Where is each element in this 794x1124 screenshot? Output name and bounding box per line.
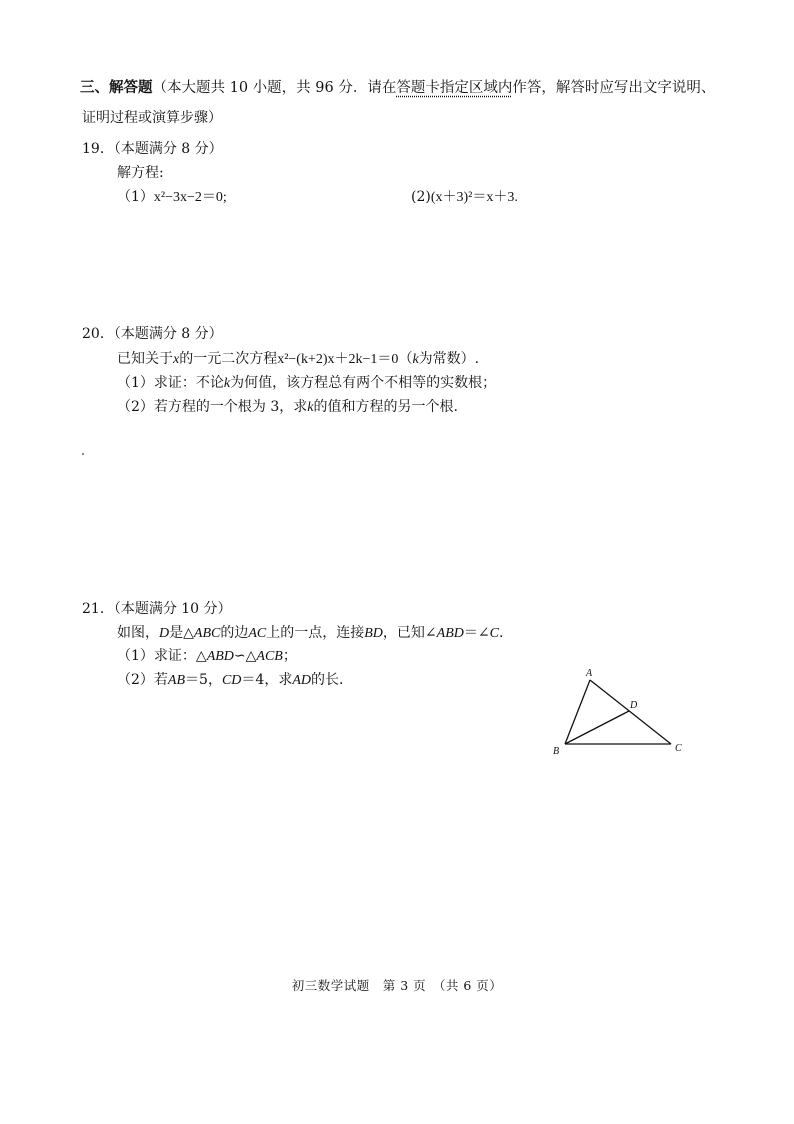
q21-part2-b: ＝5， <box>185 672 222 688</box>
q21-part2-var-CD: CD <box>221 673 242 688</box>
q21-stem-f: ＝∠ <box>463 625 490 641</box>
q21-part2-a: （2）若 <box>117 672 168 688</box>
q20-part1-a: （1）求证：不论 <box>117 375 224 391</box>
q21-stem <box>117 622 503 642</box>
q20-stem-d: 为常数）. <box>418 351 480 367</box>
q20-header: 20．（本题满分 8 分） <box>82 326 223 342</box>
q21-part1-a: （1）求证：△ <box>117 648 207 664</box>
section-desc-a: （本大题共 10 小题，共 96 分．请在 <box>152 80 397 96</box>
section-desc-emph: 答题卡指定区域内 <box>396 80 513 96</box>
q20-part1 <box>117 372 496 392</box>
q21-part1-sim: ∽△ <box>233 648 257 664</box>
q21-var-BD: BD <box>364 626 383 641</box>
q19-part2-equation: (x＋3)²＝x＋3. <box>430 190 518 205</box>
q19-part1-label: （1） <box>117 189 154 205</box>
q21-part1-var-ACB: ACB <box>256 649 283 664</box>
q21-part1-var-ABD: ABD <box>206 649 234 664</box>
scan-speck <box>82 453 84 455</box>
section-desc-b: 作答，解答时应写出文字说明、 <box>512 80 716 96</box>
q21-stem-d: 上的一点，连接 <box>266 625 365 641</box>
q21-part2 <box>117 669 343 689</box>
q21-part1 <box>117 645 297 665</box>
q20-stem-c: （ <box>398 351 413 367</box>
q21-var-AC: AC <box>248 626 267 641</box>
q19-prompt: 解方程: <box>117 165 164 181</box>
page-footer: 初三数学试题 第 3 页 （共 6 页） <box>291 978 503 993</box>
q21-stem-g: . <box>498 625 504 641</box>
q21-header: 21．（本题满分 10 分） <box>82 601 232 617</box>
q21-part2-c: ＝4，求 <box>241 672 293 688</box>
q21-var-ABC: ABC <box>193 626 221 641</box>
section-title: 三、解答题 <box>80 79 153 96</box>
q20-part2-b: 的值和方程的另一个根. <box>313 399 458 415</box>
q21-part1-end: ； <box>282 648 297 664</box>
q21-var-C: C <box>489 626 499 641</box>
q19-part2 <box>411 186 518 206</box>
q20-part1-b: 为何值，该方程总有两个不相等的实数根； <box>230 375 497 391</box>
q20-stem-b: 的一元二次方程 <box>179 351 278 367</box>
q20-part2-var-k: k <box>307 400 314 415</box>
q21-var-D: D <box>159 626 170 641</box>
point-label-b: B <box>553 746 560 757</box>
triangle-figure <box>540 660 700 760</box>
q20-var-x: x <box>173 352 180 367</box>
segment-ab <box>565 680 590 744</box>
point-label-c: C <box>675 743 682 754</box>
segment-ac <box>590 680 671 744</box>
point-label-a: A <box>586 668 593 679</box>
q21-part2-d: 的长. <box>311 672 344 688</box>
q20-part2-a: （2）若方程的一个根为 3，求 <box>117 399 308 415</box>
q21-stem-e: ，已知∠ <box>382 625 437 641</box>
segment-bd <box>565 711 629 744</box>
q20-part1-var-k: k <box>223 376 231 391</box>
q20-stem-a: 已知关于 <box>117 351 173 367</box>
q20-equation: x²−(k+2)x＋2k−1＝0 <box>277 352 399 367</box>
section-desc-line2: 证明过程或演算步骤） <box>82 110 222 126</box>
q21-stem-a: 如图， <box>117 625 159 641</box>
q21-part2-var-AB: AB <box>167 673 186 688</box>
q21-stem-c: 的边 <box>220 625 249 641</box>
q19-part1-equation: x²−3x−2＝0; <box>153 190 227 205</box>
q21-stem-b: 是△ <box>169 625 194 641</box>
point-label-d: D <box>630 700 638 711</box>
q20-var-k: k <box>412 352 419 367</box>
q21-part2-var-AD: AD <box>292 673 311 688</box>
q20-part2 <box>117 396 458 416</box>
q20-stem <box>117 348 479 368</box>
q21-var-ABD: ABD <box>436 626 464 641</box>
q19-header: 19．（本题满分 8 分） <box>82 141 223 157</box>
q19-part1 <box>117 186 227 206</box>
section-heading <box>80 76 715 97</box>
q19-part2-label: (2) <box>411 189 431 205</box>
